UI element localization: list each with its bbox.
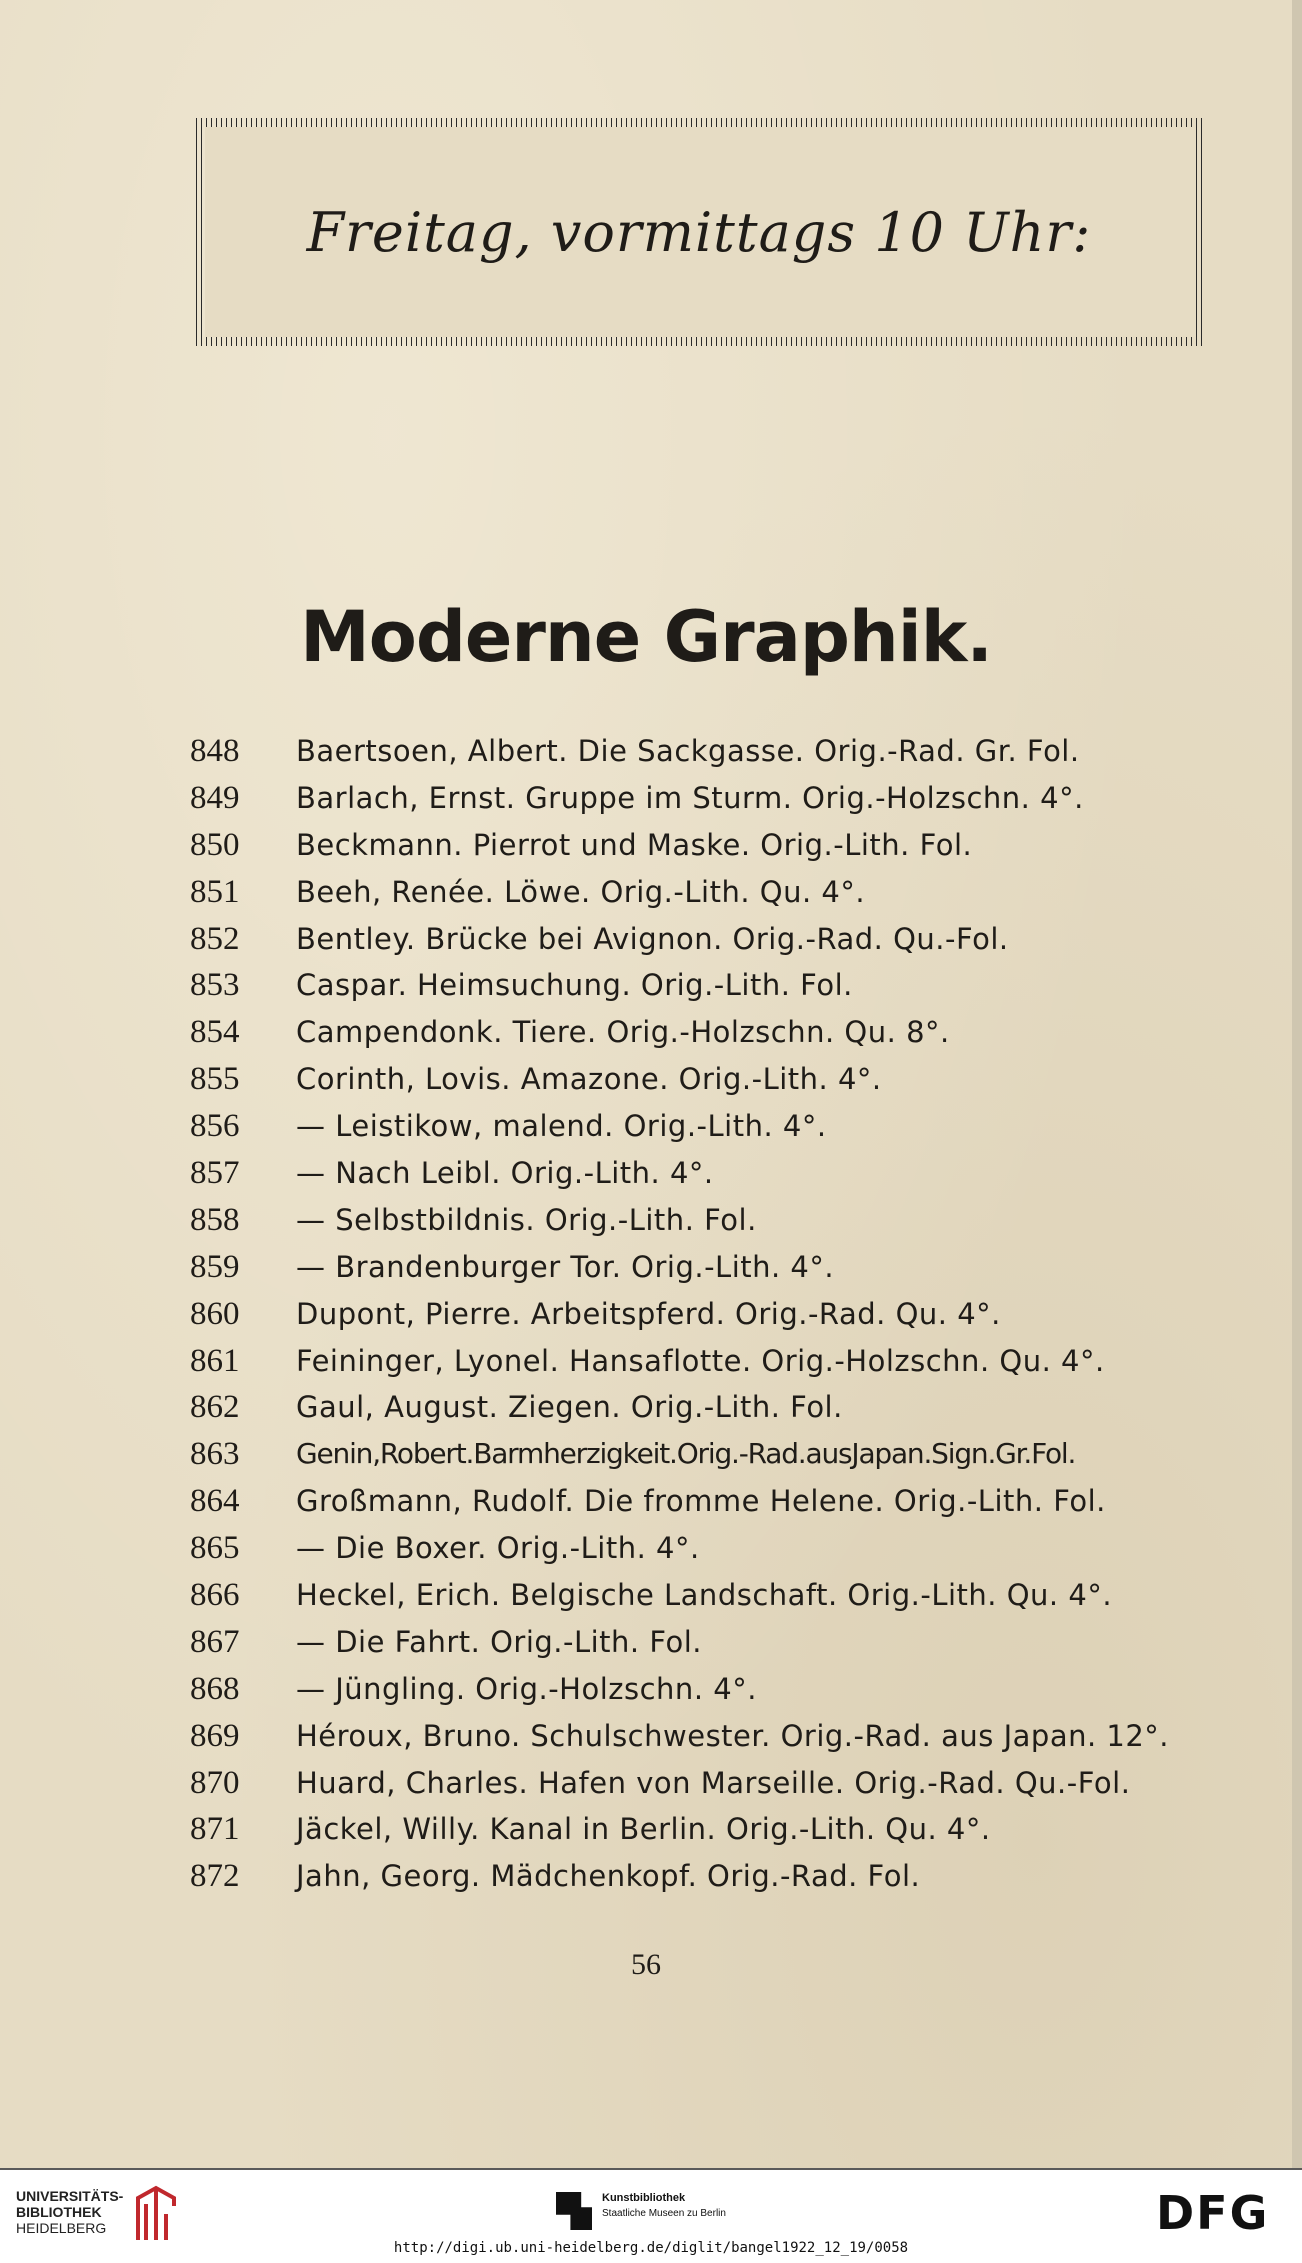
permalink-url[interactable]: http://digi.ub.uni-heidelberg.de/diglit/bangel1922_12_19/0058: [393, 2240, 909, 2256]
ub-logo-line-2: BIBLIOTHEK: [16, 2204, 102, 2220]
auction-session-heading: Freitag, vormittags 10 Uhr:: [306, 200, 1092, 264]
lot-entry: [190, 822, 1280, 869]
ub-emblem-icon: [134, 2184, 178, 2244]
lot-entry: [190, 1525, 1280, 1572]
kb-name: Kunstbibliothek: [602, 2192, 686, 2204]
lot-description: Corinth, Lovis. Amazone. Orig.-Lith. 4°.: [296, 1062, 882, 1097]
lot-description: Barlach, Ernst. Gruppe im Sturm. Orig.-Holzschn. 4°.: [296, 780, 1084, 815]
lot-entry: [190, 1478, 1280, 1525]
ub-logo-line-3: HEIDELBERG: [16, 2220, 107, 2236]
lot-number: 862: [190, 1389, 240, 1426]
lot-entry: [190, 1197, 1280, 1244]
lot-description: — Jüngling. Orig.-Holzschn. 4°.: [296, 1671, 757, 1706]
lot-number: 855: [190, 1061, 240, 1098]
lot-number: 850: [190, 826, 240, 863]
lot-entry: [190, 1056, 1280, 1103]
lot-description: Campendonk. Tiere. Orig.-Holzschn. Qu. 8°.: [296, 1015, 950, 1050]
digitization-footer: [0, 2168, 1302, 2263]
lot-number: 857: [190, 1155, 240, 1192]
lot-entry: [190, 1291, 1280, 1338]
lot-entry: [190, 962, 1280, 1009]
lot-number: 858: [190, 1201, 240, 1238]
lot-number: 861: [190, 1342, 240, 1379]
lot-description: Genin,Robert.Barmherzigkeit.Orig.-Rad.ausJapan.Sign.Gr.Fol.: [296, 1437, 1076, 1471]
lot-description: Großmann, Rudolf. Die fromme Helene. Orig.-Lith. Fol.: [296, 1484, 1106, 1519]
lot-entry: [190, 1431, 1280, 1478]
lot-description: Jäckel, Willy. Kanal in Berlin. Orig.-Lith. Qu. 4°.: [296, 1812, 991, 1847]
lot-number: 848: [190, 733, 240, 769]
lot-entry: [190, 1666, 1280, 1713]
lot-entry: [190, 1853, 1280, 1900]
lot-number: 869: [190, 1717, 240, 1754]
lot-number: 860: [190, 1295, 240, 1332]
ub-logo-line-1: UNIVERSITÄTS-: [16, 2188, 124, 2204]
lot-description: Beckmann. Pierrot und Maske. Orig.-Lith. Fol.: [296, 827, 973, 862]
lot-number: 859: [190, 1248, 240, 1285]
section-title: Moderne Graphik.: [300, 596, 992, 678]
lot-entry: [190, 1713, 1280, 1760]
lot-number: 870: [190, 1764, 240, 1801]
kb-subtitle: Staatliche Museen zu Berlin: [602, 2208, 726, 2219]
lot-number: 866: [190, 1577, 240, 1614]
lot-description: Jahn, Georg. Mädchenkopf. Orig.-Rad. Fol.: [296, 1859, 921, 1894]
lot-number: 851: [190, 873, 240, 910]
lot-description: — Selbstbildnis. Orig.-Lith. Fol.: [296, 1202, 757, 1237]
lot-entry: [190, 1150, 1280, 1197]
lot-description: Baertsoen, Albert. Die Sackgasse. Orig.-Rad. Gr. Fol.: [296, 734, 1080, 768]
lot-description: — Brandenburger Tor. Orig.-Lith. 4°.: [296, 1249, 835, 1284]
lot-entry: [190, 1572, 1280, 1619]
lot-number: 853: [190, 967, 240, 1004]
lot-number: 872: [190, 1858, 240, 1895]
lot-number: 865: [190, 1530, 240, 1567]
lot-description: Héroux, Bruno. Schulschwester. Orig.-Rad. aus Japan. 12°.: [296, 1718, 1170, 1753]
lot-number: 854: [190, 1014, 240, 1051]
header-inner: [205, 127, 1193, 337]
lot-number: 868: [190, 1670, 240, 1707]
lot-description: Bentley. Brücke bei Avignon. Orig.-Rad. Qu.-Fol.: [296, 921, 1009, 956]
lot-list: [190, 728, 1280, 1900]
lot-description: Beeh, Renée. Löwe. Orig.-Lith. Qu. 4°.: [296, 874, 866, 909]
lot-description: Feininger, Lyonel. Hansaflotte. Orig.-Holzschn. Qu. 4°.: [296, 1343, 1105, 1378]
lot-entry: [190, 1760, 1280, 1807]
header-ornamental-frame: [196, 118, 1202, 346]
lot-number: 871: [190, 1811, 240, 1848]
kunstbibliothek-mark-icon: [556, 2192, 592, 2230]
lot-description: Gaul, August. Ziegen. Orig.-Lith. Fol.: [296, 1390, 843, 1425]
lot-description: Dupont, Pierre. Arbeitspferd. Orig.-Rad. Qu. 4°.: [296, 1296, 1001, 1331]
lot-description: — Die Fahrt. Orig.-Lith. Fol.: [296, 1624, 703, 1659]
lot-entry: [190, 869, 1280, 916]
lot-entry: [190, 1619, 1280, 1666]
lot-entry: [190, 1806, 1280, 1853]
lot-number: 856: [190, 1108, 240, 1145]
lot-entry: [190, 1244, 1280, 1291]
lot-number: 867: [190, 1623, 240, 1660]
lot-entry: [190, 1103, 1280, 1150]
lot-number: 852: [190, 920, 240, 957]
page-edge: [1292, 0, 1302, 2168]
lot-description: Heckel, Erich. Belgische Landschaft. Orig.-Lith. Qu. 4°.: [296, 1578, 1113, 1613]
lot-entry: [190, 1009, 1280, 1056]
dfg-logo: DFG: [1156, 2186, 1270, 2240]
lot-entry: [190, 916, 1280, 963]
page-number: 56: [631, 1948, 661, 1981]
lot-description: — Nach Leibl. Orig.-Lith. 4°.: [296, 1156, 714, 1191]
lot-description: Huard, Charles. Hafen von Marseille. Orig.-Rad. Qu.-Fol.: [296, 1765, 1131, 1800]
lot-entry: [190, 775, 1280, 822]
lot-description: — Die Boxer. Orig.-Lith. 4°.: [296, 1531, 700, 1566]
lot-number: 864: [190, 1483, 240, 1520]
lot-entry: [190, 1338, 1280, 1385]
lot-description: Caspar. Heimsuchung. Orig.-Lith. Fol.: [296, 968, 853, 1003]
ub-heidelberg-logo: [16, 2188, 123, 2236]
lot-number: 863: [190, 1436, 240, 1473]
lot-number: 849: [190, 779, 240, 816]
lot-description: — Leistikow, malend. Orig.-Lith. 4°.: [296, 1109, 827, 1144]
lot-entry: [190, 1384, 1280, 1431]
lot-entry: [190, 728, 1280, 775]
